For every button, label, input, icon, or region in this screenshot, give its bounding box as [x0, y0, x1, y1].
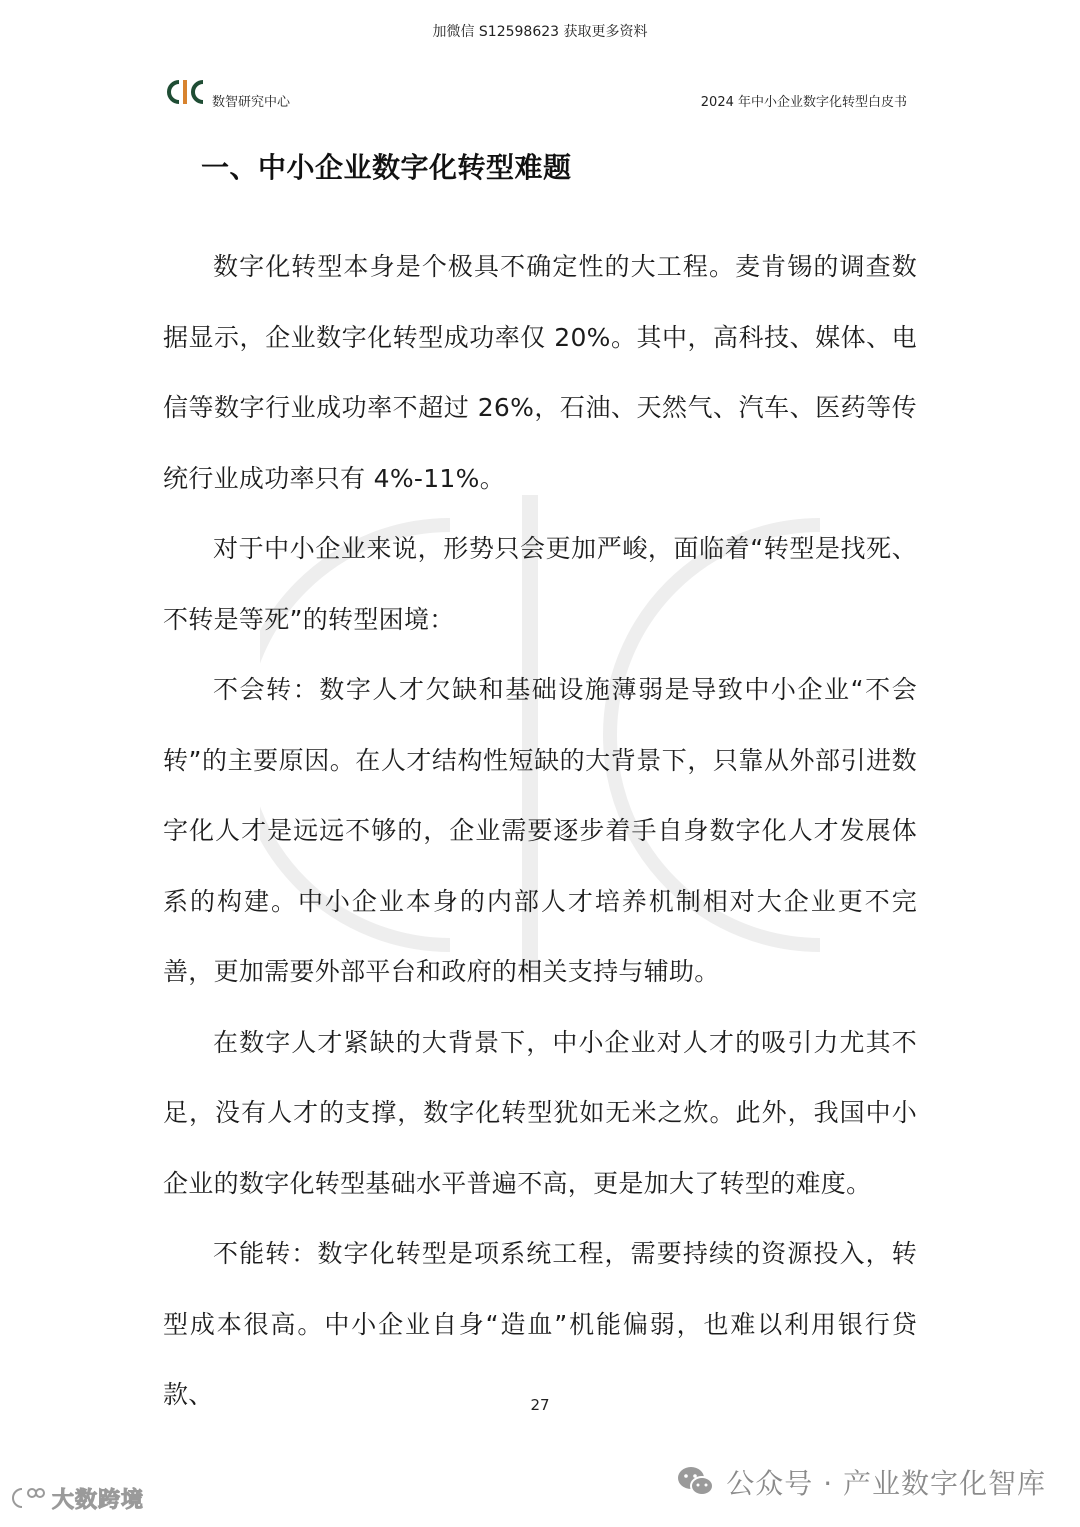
footer-brand-text: 大数跨境: [52, 1487, 145, 1513]
paragraph: 在数字人才紧缺的大背景下，中小企业对人才的吸引力尤其不足，没有人才的支撑，数字化转型犹如无米之炊。此外，我国中小企业的数字化转型基础水平普遍不高，更是加大了转型的难度。: [163, 1027, 917, 1198]
wechat-account-tag: [676, 1462, 1046, 1502]
page-number: 27: [530, 1396, 550, 1414]
wechat-icon: [676, 1465, 716, 1499]
footer-brand: [8, 1478, 144, 1518]
dashu-kuajing-logo-icon: [8, 1483, 48, 1513]
page-header: [163, 74, 917, 114]
body-text: [163, 232, 917, 1431]
document-title: 2024 年中小企业数字化转型白皮书: [700, 95, 907, 110]
org-name: 数智研究中心: [212, 95, 291, 110]
paragraph: 不会转：数字人才欠缺和基础设施薄弱是导致中小企业“不会转”的主要原因。在人才结构性短缺的大背景下，只靠从外部引进数字化人才是远远不够的，企业需要逐步着手自身数字化人才发展体系的构建。中小企业本身的内部人才培养机制相对大企业更不完善，更加需要外部平台和政府的相关支持与辅助。: [163, 675, 917, 986]
section-title: 一、中小企业数字化转型难题: [201, 151, 572, 184]
wechat-account-name: 公众号 · 产业数字化智库: [726, 1467, 1046, 1500]
paragraph: 不能转：数字化转型是项系统工程，需要持续的资源投入，转型成本很高。中小企业自身“造血”机能偏弱，也难以利用银行贷款、: [163, 1239, 917, 1409]
wechat-contact-note: 加微信 S12598623 获取更多资料: [432, 24, 648, 40]
paragraph: 对于中小企业来说，形势只会更加严峻，面临着“转型是找死、不转是等死”的转型困境：: [163, 534, 917, 634]
paragraph: 数字化转型本身是个极具不确定性的大工程。麦肯锡的调查数据显示，企业数字化转型成功率仅 20%。其中，高科技、媒体、电信等数字行业成功率不超过 26%，石油、天然气、汽车、医药等传统行业成功率只有 4%-11%。: [163, 252, 917, 493]
cic-logo-icon: [163, 74, 209, 110]
